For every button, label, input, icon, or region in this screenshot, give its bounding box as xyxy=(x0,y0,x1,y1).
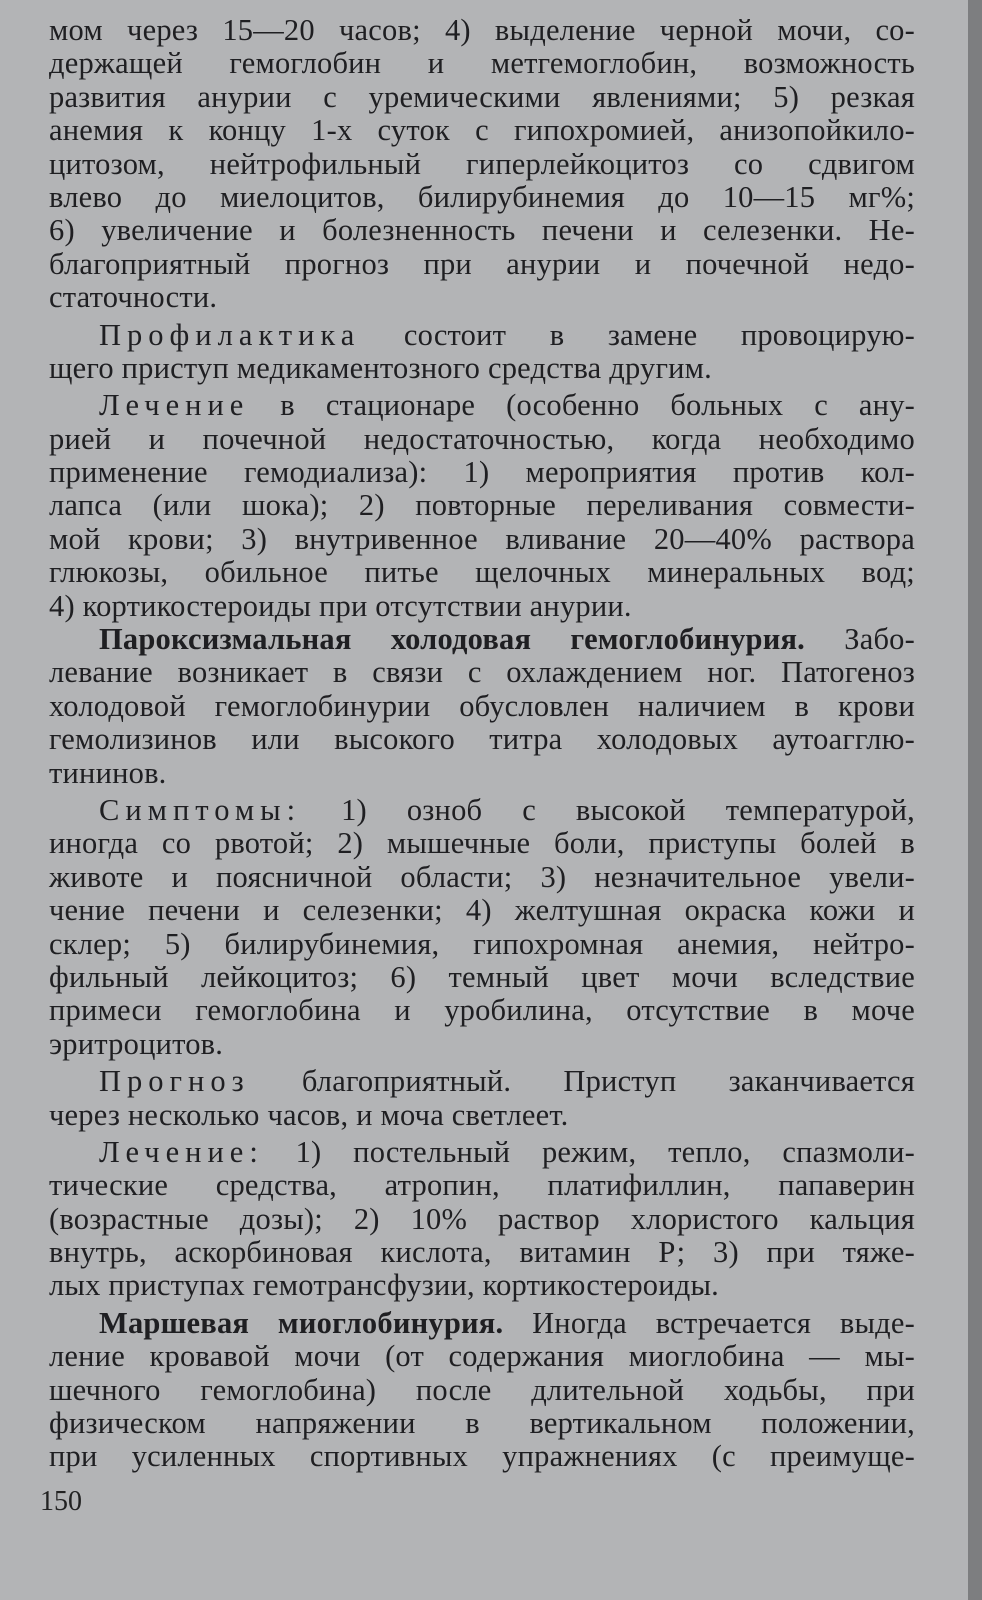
text-line xyxy=(49,214,915,247)
text-line xyxy=(49,1340,915,1373)
text-line xyxy=(49,1407,915,1440)
text-segment: развития анурии с уремическими явлениями; 5) резкая xyxy=(49,79,915,114)
text-segment: иногда со рвотой; 2) мышечные боли, приступы болей в xyxy=(49,826,915,861)
text-segment: в стационаре (особенно больных с ану- xyxy=(249,388,915,423)
text-line xyxy=(49,1203,915,1236)
text-line xyxy=(49,1440,915,1473)
text-line xyxy=(49,81,915,114)
text-segment: при усиленных спортивных упражнениях (с преимуще- xyxy=(49,1439,915,1474)
text-segment: левание возникает в связи с охлаждением ног. Патогеноз xyxy=(49,655,915,690)
text-segment: эритроцитов. xyxy=(49,1026,224,1061)
text-segment: мом через 15—20 часов; 4) выделение черной мочи, со- xyxy=(49,13,915,47)
text-line xyxy=(49,248,915,281)
text-segment: животе и поясничной области; 3) незначительное увели- xyxy=(49,859,915,894)
text-segment: ление кровавой мочи (от содержания миоглобина — мы- xyxy=(49,1339,915,1374)
text-segment: мой крови; 3) внутривенное вливание 20—40% раствора xyxy=(49,521,915,556)
text-line xyxy=(49,1065,915,1098)
text-segment: анемия к концу 1-х суток с гипохромией, анизопойкило- xyxy=(49,113,915,148)
text-line xyxy=(49,1374,915,1407)
text-line xyxy=(49,757,915,790)
text-segment: рией и почечной недостаточностью, когда необходимо xyxy=(49,421,915,456)
text-line xyxy=(49,148,915,181)
text-line xyxy=(49,423,915,456)
text-line xyxy=(49,523,915,556)
text-segment: внутрь, аскорбиновая кислота, витамин Р; 3) при тяже- xyxy=(49,1235,915,1270)
text-segment: влево до миелоцитов, билирубинемия до 10—15 мг%; xyxy=(49,179,915,214)
text-segment: благоприятный прогноз при анурии и почечной недо- xyxy=(49,246,915,281)
text-line xyxy=(49,281,915,314)
text-segment: применение гемодиализа): 1) мероприятия против кол- xyxy=(49,455,915,490)
text-segment: держащей гемоглобин и метгемоглобин, возможность xyxy=(49,46,915,81)
text-line xyxy=(49,961,915,994)
text-segment: глюкозы, обильное питье щелочных минеральных вод; xyxy=(49,555,915,590)
text-line xyxy=(49,489,915,522)
text-line xyxy=(49,1099,915,1132)
text-line xyxy=(49,389,915,422)
text-segment: тические средства, атропин, платифиллин, папаверин xyxy=(49,1168,915,1203)
text-segment: физическом напряжении в вертикальном положении, xyxy=(49,1406,915,1441)
text-line xyxy=(49,1028,915,1061)
text-segment: (возрастные дозы); 2) 10% раствор хлористого кальция xyxy=(49,1201,915,1236)
text-line xyxy=(49,352,915,385)
page-number: 150 xyxy=(40,1486,82,1517)
text-line xyxy=(49,723,915,756)
text-line xyxy=(49,181,915,214)
text-line xyxy=(49,1307,915,1340)
text-line xyxy=(49,319,915,352)
text-segment: склер; 5) билирубинемия, гипохромная анемия, нейтро- xyxy=(49,926,915,961)
text-line xyxy=(49,894,915,927)
text-line xyxy=(49,14,915,47)
text-segment: состоит в замене провоцирую- xyxy=(360,317,915,352)
text-line xyxy=(49,656,915,689)
text-line xyxy=(49,827,915,860)
page-body-text xyxy=(49,14,915,1474)
text-line xyxy=(49,1236,915,1269)
section-heading: Маршевая миоглобинурия. xyxy=(99,1305,504,1340)
text-segment: Забо- xyxy=(805,622,915,657)
text-line xyxy=(49,47,915,80)
text-segment: лапса (или шока); 2) повторные переливания совмести- xyxy=(49,488,915,523)
text-line xyxy=(49,590,915,623)
spaced-lead-word: Симптомы: xyxy=(99,792,302,827)
text-line xyxy=(49,1269,915,1302)
text-segment: чение печени и селезенки; 4) желтушная окраска кожи и xyxy=(49,893,915,928)
text-line xyxy=(49,994,915,1027)
text-segment: шечного гемоглобина) после длительной ходьбы, при xyxy=(49,1372,915,1407)
text-line xyxy=(49,114,915,147)
text-segment: Иногда встречается выде- xyxy=(503,1305,915,1340)
text-segment: цитозом, нейтрофильный гиперлейкоцитоз со сдвигом xyxy=(49,146,915,181)
text-segment: статочности. xyxy=(49,280,218,315)
section-heading: Пароксизмальная холодовая гемоглобинурия. xyxy=(99,622,805,657)
spaced-lead-word: Лечение xyxy=(99,388,250,423)
text-segment: 4) кортикостероиды при отсутствии анурии. xyxy=(49,588,632,623)
text-line xyxy=(49,556,915,589)
text-segment: лых приступах гемотрансфузии, кортикостероиды. xyxy=(49,1268,719,1303)
text-segment: 1) постельный режим, тепло, спазмоли- xyxy=(263,1134,915,1169)
text-segment: 6) увеличение и болезненность печени и селезенки. Не- xyxy=(49,213,915,248)
text-segment: через несколько часов, и моча светлеет. xyxy=(49,1097,569,1132)
text-segment: гемолизинов или высокого титра холодовых аутоагглю- xyxy=(49,722,915,757)
text-line xyxy=(49,623,915,656)
text-segment: холодовой гемоглобинурии обусловлен наличием в крови xyxy=(49,688,915,723)
text-line xyxy=(49,456,915,489)
text-segment: тининов. xyxy=(49,755,167,790)
text-segment: щего приступ медикаментозного средства другим. xyxy=(49,350,712,385)
spaced-lead-word: Лечение: xyxy=(99,1134,264,1169)
spaced-lead-word: Профилактика xyxy=(99,317,361,352)
text-segment: 1) озноб с высокой температурой, xyxy=(301,792,915,827)
text-segment: фильный лейкоцитоз; 6) темный цвет мочи вследствие xyxy=(49,959,915,994)
text-line xyxy=(49,690,915,723)
text-line xyxy=(49,861,915,894)
text-segment: примеси гемоглобина и уробилина, отсутствие в моче xyxy=(49,993,915,1028)
text-line xyxy=(49,1169,915,1202)
text-line xyxy=(49,1136,915,1169)
text-line xyxy=(49,794,915,827)
text-line xyxy=(49,928,915,961)
spaced-lead-word: Прогноз xyxy=(99,1064,250,1099)
text-segment: благоприятный. Приступ заканчивается xyxy=(249,1064,915,1099)
